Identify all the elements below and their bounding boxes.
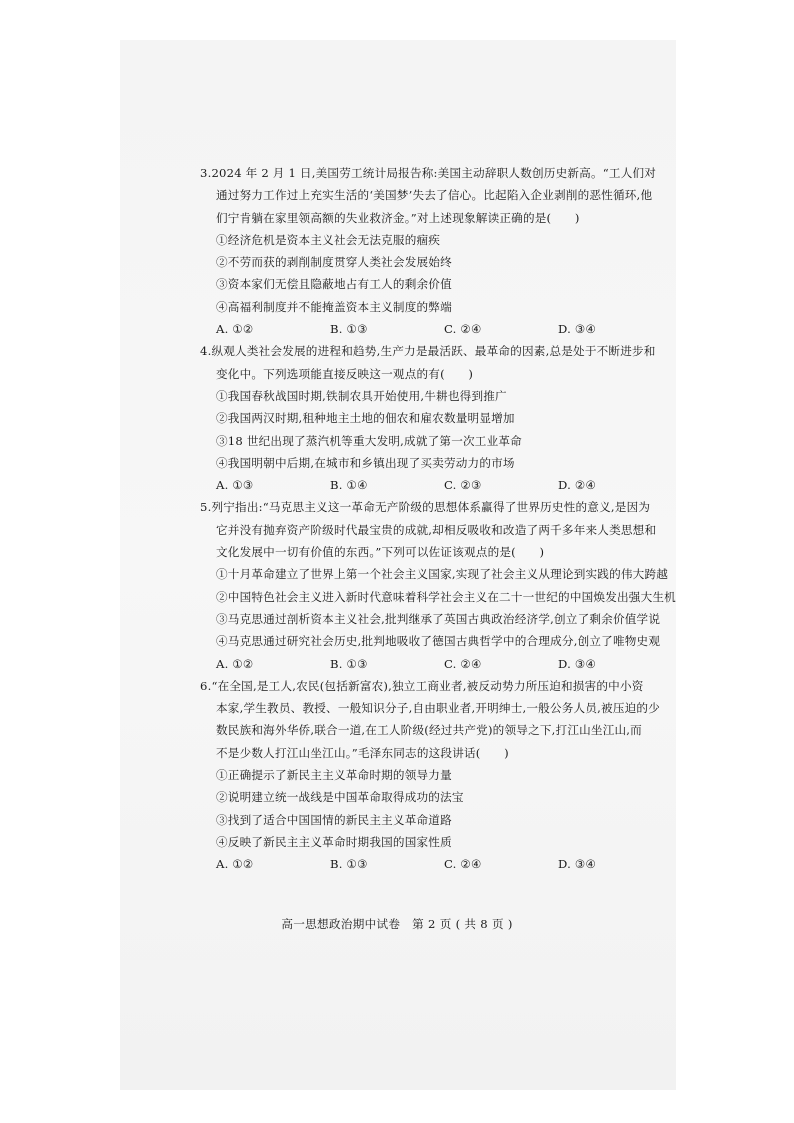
- answer-choices: [200, 474, 672, 496]
- option-statement: ④高福利制度并不能掩盖资本主义制度的弊端: [216, 299, 452, 314]
- stem-line: 们宁肯躺在家里领高额的失业救济金。”对上述现象解读正确的是( ): [216, 210, 580, 225]
- answer-choices: [200, 318, 672, 340]
- option-statement: ④我国明朝中后期,在城市和乡镇出现了买卖劳动力的市场: [216, 455, 515, 470]
- question-stem: [200, 340, 672, 385]
- choice-a: A. ①③: [216, 478, 254, 493]
- choice-a: A. ①②: [216, 656, 254, 671]
- choice-d: D. ③④: [558, 322, 597, 337]
- choice-b: B. ①③: [330, 322, 368, 337]
- option-statement: ②中国特色社会主义进入新时代意味着科学社会主义在二十一世纪的中国焕发出强大生机: [216, 589, 676, 604]
- page-footer: 高一思想政治期中试卷 第 2 页 ( 共 8 页 ): [281, 917, 513, 931]
- question-stem: [200, 496, 672, 563]
- option-statement: ②说明建立统一战线是中国革命取得成功的法宝: [216, 790, 464, 805]
- option-statement: ④马克思通过研究社会历史,批判地吸收了德国古典哲学中的合理成分,创立了唯物史观: [216, 634, 661, 649]
- choice-a: A. ①②: [216, 322, 254, 337]
- option-statement: ③马克思通过剖析资本主义社会,批判继承了英国古典政治经济学,创立了剩余价值学说: [216, 611, 661, 626]
- choice-d: D. ③④: [558, 656, 597, 671]
- option-statement: ①经济危机是资本主义社会无法克服的痼疾: [216, 232, 441, 247]
- option-statement: ④反映了新民主主义革命时期我国的国家性质: [216, 834, 452, 849]
- choice-c: C. ②④: [444, 656, 482, 671]
- stem-line: 文化发展中一切有价值的东西。”下列可以佐证该观点的是( ): [216, 545, 545, 560]
- choice-c: C. ②③: [444, 478, 482, 493]
- option-statement: ③18 世纪出现了蒸汽机等重大发明,成就了第一次工业革命: [216, 433, 522, 448]
- option-statement: ①十月革命建立了世界上第一个社会主义国家,实现了社会主义从理论到实践的伟大跨越: [216, 567, 669, 582]
- stem-line: 它并没有抛弃资产阶级时代最宝贵的成就,却相反吸收和改造了两千多年来人类思想和: [216, 522, 657, 537]
- question-stem: [200, 162, 672, 229]
- stem-line: 通过努力工作过上充实生活的‘美国梦’失去了信心。比起陷入企业剥削的恶性循环,他: [216, 188, 653, 203]
- choice-d: D. ②④: [558, 478, 597, 493]
- choice-d: D. ③④: [558, 857, 597, 872]
- question-5: [200, 496, 676, 674]
- stem-line: 不是少数人打江山坐江山。”毛泽东同志的这段讲话( ): [216, 745, 509, 760]
- question-stem: [200, 675, 672, 764]
- stem-line: 6.“在全国,是工人,农民(包括新富农),独立工商业者,被反动势力所压迫和损害的中小资: [200, 678, 644, 693]
- option-statement: ②我国两汉时期,租种地主土地的佃农和雇农数量明显增加: [216, 411, 515, 426]
- stem-line: 本家,学生教员、教授、一般知识分子,自由职业者,开明绅士,一般公务人员,被压迫的少: [216, 701, 661, 716]
- option-statement: ②不劳而获的剥削制度贯穿人类社会发展始终: [216, 255, 452, 270]
- option-statement: ③找到了适合中国国情的新民主主义革命道路: [216, 812, 452, 827]
- choice-c: C. ②④: [444, 857, 482, 872]
- choice-b: B. ①③: [330, 656, 368, 671]
- stem-line: 数民族和海外华侨,联合一道,在工人阶级(经过共产党)的领导之下,打江山坐江山,而: [216, 723, 642, 738]
- question-6: [200, 675, 672, 876]
- option-statement: ①我国春秋战国时期,铁制农具开始使用,牛耕也得到推广: [216, 388, 507, 403]
- stem-line: 3.2024 年 2 月 1 日,美国劳工统计局报告称:美国主动辞职人数创历史新高。“工人们对: [200, 166, 657, 180]
- choice-c: C. ②④: [444, 322, 482, 337]
- stem-line: 5.列宁指出:“马克思主义这一革命无产阶级的思想体系赢得了世界历史性的意义,是因为: [200, 500, 651, 515]
- choice-b: B. ①③: [330, 857, 368, 872]
- choice-a: A. ①②: [216, 857, 254, 872]
- stem-line: 变化中。下列选项能直接反映这一观点的有( ): [216, 366, 474, 381]
- choice-b: B. ①④: [330, 478, 368, 493]
- question-3: [200, 162, 672, 340]
- stem-line: 4.纵观人类社会发展的进程和趋势,生产力是最活跃、最革命的因素,总是处于不断进步和: [200, 344, 656, 359]
- option-statement: ③资本家们无偿且隐蔽地占有工人的剩余价值: [216, 277, 452, 292]
- answer-choices: [200, 653, 672, 675]
- option-statement: ①正确提示了新民主主义革命时期的领导力量: [216, 768, 452, 783]
- exam-content: [200, 162, 676, 876]
- question-4: [200, 340, 672, 496]
- answer-choices: [200, 853, 672, 875]
